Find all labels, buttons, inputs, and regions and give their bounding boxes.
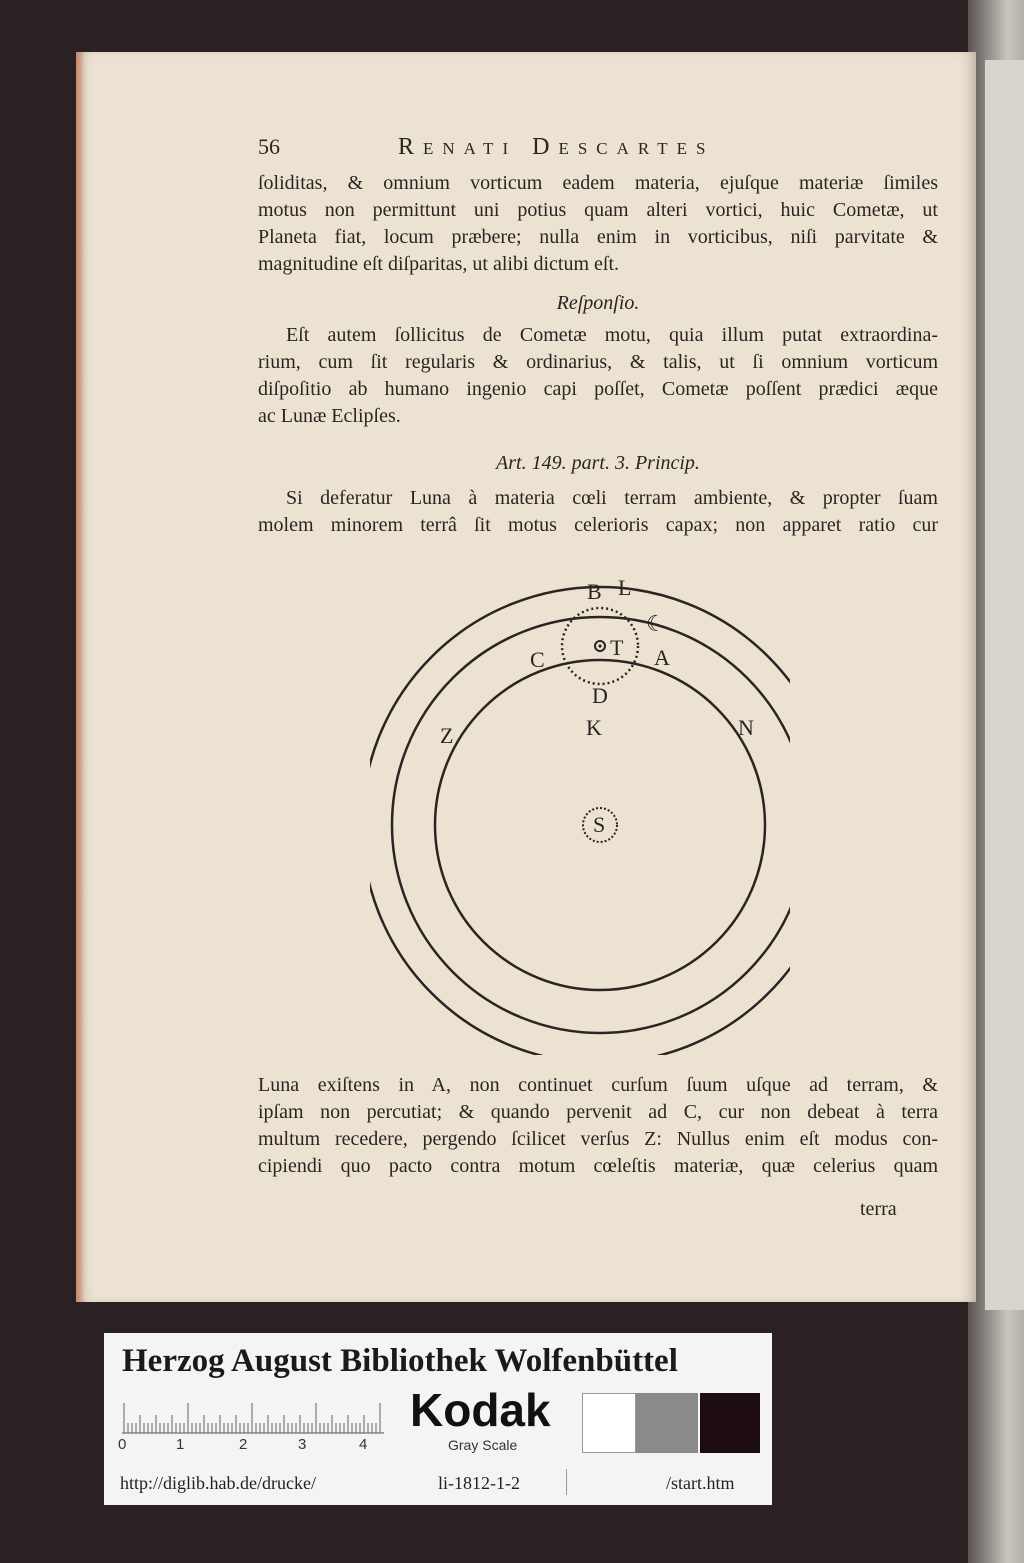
paragraph-4 [258,1072,938,1180]
ruler-number: 4 [359,1436,368,1453]
text-line: Eſt autem ſollicitus de Cometæ motu, quia illum putat extraordina- [286,324,938,346]
library-name: Herzog August Bibliothek Wolfenbüttel [122,1343,678,1379]
text-line: magnitudine eſt diſparitas, ut alibi dictum eſt. [258,253,620,275]
label-c: C [530,647,545,672]
label-b: B [587,579,602,604]
text-line: ac Lunæ Eclipſes. [258,405,401,427]
text-line: rium, cum ſit regularis & ordinarius, & talis, ut ſi omnium vorticum [258,351,938,373]
label-k: K [586,715,602,740]
text-line: multum recedere, pergendo ſcilicet verſus Z: Nullus enim eſt modus con- [258,1128,938,1150]
label-s: S [593,812,606,837]
label-n: N [738,715,754,740]
ruler-number: 0 [118,1436,127,1453]
label-a: A [654,645,670,670]
text-line: ſoliditas, & omnium vorticum eadem materia, ejuſque materiæ ſimiles [258,172,938,194]
text-line: cipiendi quo pacto contra motum cœleſtis materiæ, quæ celerius quam [258,1155,938,1177]
running-header [258,134,798,164]
paragraph-3 [258,485,938,539]
gray-scale-label: Gray Scale [448,1437,518,1453]
swatch-mid-gray [636,1393,698,1453]
page-number: 56 [258,134,280,159]
swatch-white [582,1393,636,1453]
kodak-logo: Kodak [410,1384,551,1436]
text-line: diſpoſitio ab humano ingenio capi poſſet, Cometæ poſſent prædici æque [258,378,938,400]
text-line: Planeta fiat, locum præbere; nulla enim in vorticibus, niſi parvitate & [258,226,938,248]
vortex-diagram [370,575,790,1055]
text-line: Luna exiſtens in A, non continuet curſum ſuum uſque ad terram, & [258,1074,938,1096]
catchword: terra [860,1198,897,1220]
ruler-number: 3 [298,1436,307,1453]
earth-center-dot [598,644,601,647]
paragraph-1 [258,170,938,278]
text-line: motus non permittunt uni potius quam alteri vortici, huic Cometæ, ut [258,199,938,221]
heading-article: Art. 149. part. 3. Princip. [496,452,700,474]
url-right: /start.htm [666,1473,735,1493]
middle-vortex-circle [392,617,790,1033]
label-l: L [618,575,632,600]
outer-vortex-circle [370,587,790,1055]
label-d: D [592,683,608,708]
heading-responsio: Reſponſio. [556,292,640,314]
swatch-black [700,1393,760,1453]
url-left: http://diglib.hab.de/drucke/ [120,1473,316,1493]
ruler-number: 2 [239,1436,248,1453]
label-z: Z [440,723,454,748]
ruler-number: 1 [176,1436,185,1453]
text-line: Si deferatur Luna à materia cœli terram ambiente, & propter ſuam [286,487,938,509]
text-line: molem minorem terrâ ſit motus celerioris capax; non apparet ratio cur [258,514,938,536]
moon-symbol: ☾ [646,611,666,636]
page-gutter-shadow [76,52,84,1302]
running-title: Renati Descartes [398,134,715,160]
library-color-card [104,1333,772,1505]
url-divider [566,1469,567,1495]
label-t: T [610,635,624,660]
paragraph-2 [258,322,938,430]
text-line: ipſam non percutiat; & quando pervenit ad C, cur non debeat à terra [258,1101,938,1123]
url-identifier: li-1812-1-2 [438,1473,520,1493]
facing-page-edge [985,60,1024,1310]
